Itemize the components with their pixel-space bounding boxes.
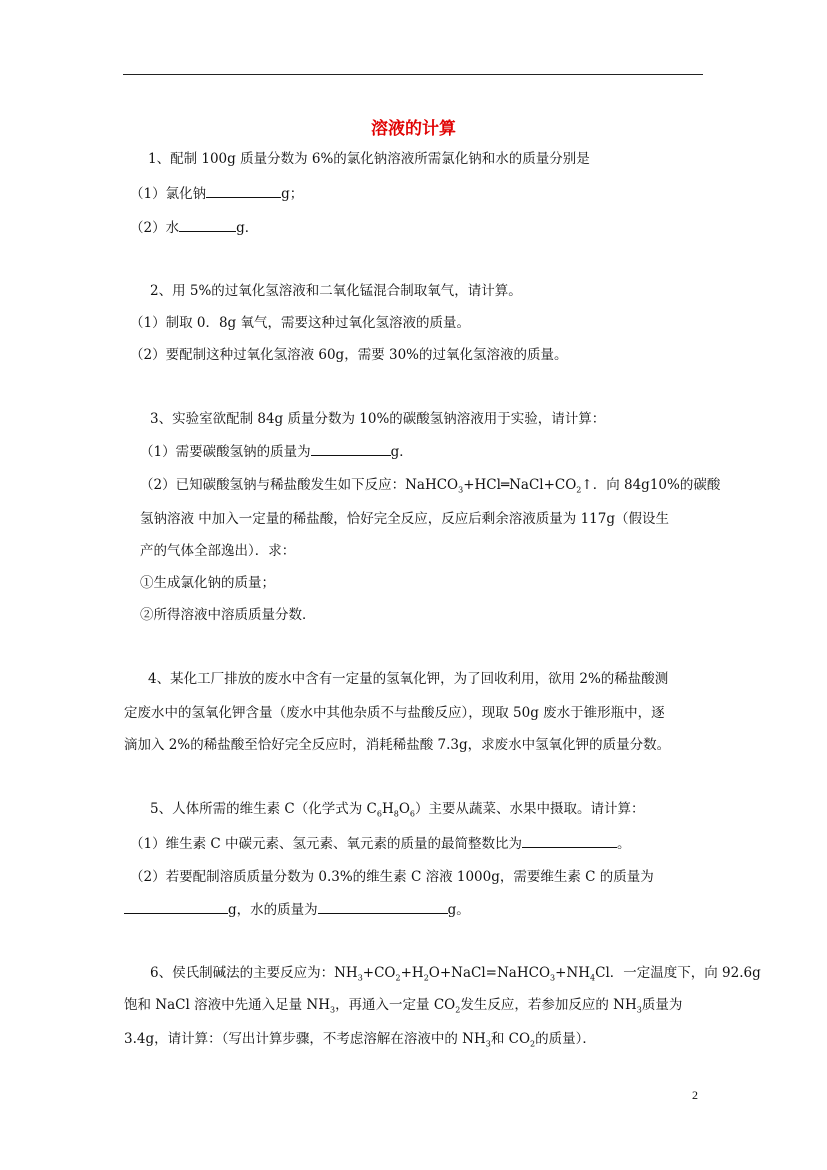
subscript: 2 (395, 973, 401, 983)
subscript: 3 (550, 973, 556, 983)
q6-text: Cl．一定温度下，向 92.6g (595, 965, 761, 981)
q6-text: O+NaCl=NaHCO (428, 965, 551, 981)
q3-sub2: ②所得溶液中溶质质量分数． (140, 607, 316, 623)
subscript: 2 (530, 1039, 536, 1049)
q3-part2-text: （2）已知碳酸氢钠与稀盐酸发生如下反应：NaHCO (140, 477, 459, 493)
q1-part1-label: （1）氯化钠 (130, 186, 207, 202)
q1-part2 (130, 218, 258, 237)
q5-part1-label: （1）维生素 C 中碳元素、氢元素、氧元素的质量的最简整数比为 (130, 836, 523, 852)
subscript: 2 (576, 485, 582, 495)
q5-part1-blank[interactable] (522, 834, 617, 848)
q5-stem-text: O (398, 801, 410, 817)
q5-stem-text: 5、人体所需的维生素 C（化学式为 C (150, 801, 377, 817)
q3-sub1: ①生成氯化钠的质量； (140, 575, 275, 591)
q6-text: 和 CO (490, 1031, 531, 1047)
q3-part1-label: （1）需要碳酸氢钠的质量为 (140, 444, 311, 460)
q6-line1 (150, 964, 761, 988)
q3-part1-blank[interactable] (311, 442, 391, 456)
q6-text: 6、侯氏制碱法的主要反应为：NH (150, 965, 358, 981)
q5-stem-text: ）主要从蔬菜、水果中摄取。请计算： (414, 801, 645, 817)
subscript: 8 (393, 809, 399, 819)
q3-part1-unit: g． (390, 444, 413, 460)
q5-part2-blank-water[interactable] (318, 900, 448, 914)
subscript: 3 (636, 1005, 642, 1015)
q5-part1-unit: 。 (617, 836, 631, 852)
q1-part1 (130, 184, 303, 203)
q3-part2-text: ↑．向 84g10%的碳酸 (581, 477, 721, 493)
q2-stem: 2、用 5%的过氧化氢溶液和二氧化锰混合制取氧气，请计算。 (150, 283, 522, 299)
q6-line3 (124, 1030, 596, 1054)
q1-part1-unit: g； (281, 186, 304, 202)
q3-part2-text: +HCl═NaCl+CO (463, 477, 577, 493)
q1-part2-label: （2）水 (130, 220, 180, 236)
q5-part1 (130, 834, 631, 853)
q3-part2-line2: 氢钠溶液 中加入一定量的稀盐酸，恰好完全反应，反应后剩余溶液质量为 117g（假设生 (140, 511, 669, 527)
q5-part2-blank-vitc[interactable] (124, 900, 228, 914)
q3-part2-line1 (140, 476, 720, 500)
q6-text: +NH (555, 965, 591, 981)
subscript: 6 (409, 809, 415, 819)
q4-line1: 4、某化工厂排放的废水中含有一定量的氢氧化钾，为了回收利用，欲用 2%的稀盐酸测 (148, 671, 669, 687)
q5-stem (150, 800, 644, 824)
subscript: 3 (458, 485, 464, 495)
q4-line3: 滴加入 2%的稀盐酸至恰好完全反应时，消耗稀盐酸 7.3g，求废水中氢氧化钾的质量分数。 (124, 737, 671, 753)
q1-part1-blank[interactable] (206, 184, 281, 198)
subscript: 3 (357, 973, 363, 983)
q6-text: +CO (362, 965, 396, 981)
q3-stem: 3、实验室欲配制 84g 质量分数为 10%的碳酸氢钠溶液用于实验，请计算： (150, 411, 606, 427)
q6-line2 (124, 996, 682, 1020)
subscript: 2 (423, 973, 429, 983)
q3-part2-line3: 产的气体全部逸出）．求： (140, 543, 296, 559)
q2-part1: （1）制取 0．8g 氧气，需要这种过氧化氢溶液的质量。 (130, 315, 470, 331)
q1-part2-blank[interactable] (179, 218, 236, 232)
q3-part1 (140, 442, 413, 461)
q4-line2: 定废水中的氢氧化钾含量（废水中其他杂质不与盐酸反应），现取 50g 废水于锥形瓶中，逐 (124, 705, 665, 721)
subscript: 3 (329, 1005, 336, 1015)
q1-part2-unit: g． (236, 220, 259, 236)
q1-stem: 1、配制 100g 质量分数为 6%的氯化钠溶液所需氯化钠和水的质量分别是 (148, 151, 590, 167)
q6-text: ，再通入一定量 CO (335, 997, 456, 1013)
subscript: 4 (590, 973, 596, 983)
q5-part2-unit: g。 (447, 902, 470, 918)
q6-text: +H (400, 965, 424, 981)
subscript: 3 (485, 1039, 491, 1049)
q5-stem-text: H (381, 801, 394, 817)
q5-part2-text: g，水的质量为 (228, 902, 318, 918)
q6-text: 3.4g，请计算：（写出计算步骤，不考虑溶解在溶液中的 NH (124, 1031, 486, 1047)
q5-part2-line2 (124, 900, 470, 919)
q6-text: 发生反应，若参加反应的 NH (460, 997, 637, 1013)
q6-text: 质量为 (641, 997, 683, 1013)
q6-text: 饱和 NaCl 溶液中先通入足量 NH (124, 997, 330, 1013)
page-number: 2 (692, 1088, 698, 1102)
subscript: 2 (455, 1005, 461, 1015)
q2-part2: （2）要配制这种过氧化氢溶液 60g，需要 30%的过氧化氢溶液的质量。 (130, 347, 568, 363)
q6-text: 的质量）． (535, 1031, 596, 1047)
page-title: 溶液的计算 (371, 119, 456, 139)
header-rule (123, 74, 703, 75)
q5-part2-line1: （2）若要配制溶质质量分数为 0.3%的维生素 C 溶液 1000g，需要维生素 C 的质量为 (130, 869, 654, 885)
subscript: 6 (376, 809, 382, 819)
